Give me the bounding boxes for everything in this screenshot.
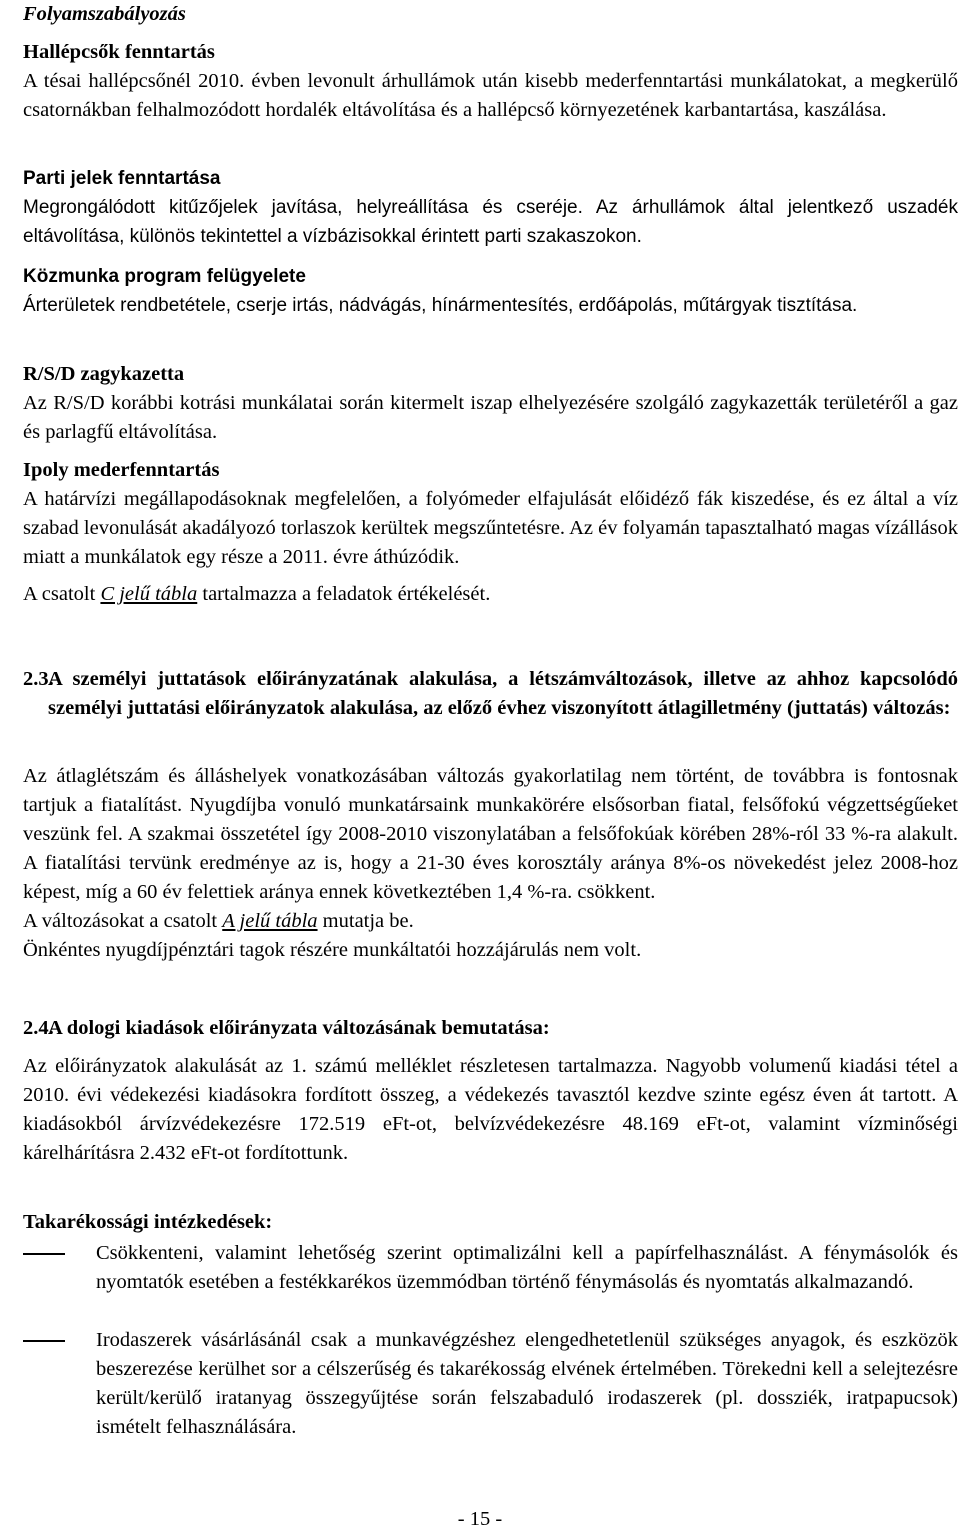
dash-bullet-icon bbox=[23, 1253, 65, 1255]
page-title: Folyamszabályozás bbox=[23, 3, 186, 25]
section-heading: Közmunka program felügyelete bbox=[23, 266, 306, 287]
section-body: Az R/S/D korábbi kotrási munkálatai során kitermelt iszap elhelyezésére szolgáló zagykazetták területéről a gaz és parlagfű eltávolítása. bbox=[23, 392, 958, 443]
dash-bullet-icon bbox=[23, 1340, 65, 1342]
section-note: Önkéntes nyugdíjpénztári tagok részére munkáltatói hozzájárulás nem volt. bbox=[23, 939, 642, 961]
section-body: Az előirányzatok alakulását az 1. számú melléklet részletesen tartalmazza. Nagyobb volumenű kiadási tétel a 2010. évi védekezési kiadásokra fordított összeg, a védekezés tavasztól kezdve szinte egész éven át tartott. A kiadásokból árvízvédekezésre 172.519 eFt-ot, belvízvédekezésre 48.169 eFt-ot, valamint vízminőségi kárelhárításra 2.432 eFt-ot fordítottunk. bbox=[23, 1055, 958, 1164]
section-heading: R/S/D zagykazetta bbox=[23, 363, 185, 385]
section-ipoly bbox=[23, 456, 958, 609]
section-heading: Takarékossági intézkedések: bbox=[23, 1211, 273, 1233]
section-body: A határvízi megállapodásoknak megfelelően, a folyómeder elfajulását előidéző fák kiszedése, és ez által a víz szabad levonulását akadályozó torlaszok kerültek megszűntetésre. Az év folyamán tapasztalható magas vízállások miatt a munkálatok egy része a 2011. évre áthúzódik. bbox=[23, 488, 958, 568]
section-2-4-body bbox=[23, 1052, 958, 1168]
section-body: A tésai hallépcsőnél 2010. évben levonult árhullámok után kisebb mederfenntartási munkálatokat, a megkerülő csatornákban felhalmozódott hordalék eltávolítása és a hallépcső környezetének karbantartása, kaszálása. bbox=[23, 70, 958, 121]
section-number: 2.4. bbox=[23, 1017, 54, 1039]
section-heading: Parti jelek fenntartása bbox=[23, 168, 221, 189]
section-body: Az átlaglétszám és álláshelyek vonatkozásában változás gyakorlatilag nem történt, de továbbra is fontosnak tartjuk a fiatalítást. Nyugdíjba vonuló munkatársaink munkakörére elsősorban fiatal, felsőfokú végzettségűeket veszünk fel. A szakmai összetétel így 2008-2010 viszonylatában a felsőfokúak körében 28%-ról 33 %-ra alakult. A fiatalítási tervünk eredménye az is, hogy a 21-30 éves korosztály aránya 8%-os növekedést jelez 2008-hoz képest, míg a 60 év felettiek aránya ennek következtében 1,4 %-ra. csökkent. bbox=[23, 765, 958, 903]
section-rsd-zagykazetta bbox=[23, 360, 958, 447]
section-reference: A csatolt C jelű tábla tartalmazza a feladatok értékelését. bbox=[23, 583, 491, 605]
section-2-3-body bbox=[23, 762, 958, 965]
savings-section bbox=[23, 1208, 958, 1237]
section-heading: A személyi juttatások előirányzatának alakulása, a létszámváltozások, illetve az ahhoz kapcsolódó személyi juttatási előirányzatok alakulása, az előző évhez viszonyított átlagilletmény (juttatás) változás: bbox=[48, 668, 958, 719]
list-item-text: Csökkenteni, valamint lehetőség szerint optimalizálni kell a papírfelhasználást. A fénymásolók és nyomtatók esetében a festékkarékos üzemmódban történő fénymásolás és nyomtatás alkalmazandó. bbox=[96, 1242, 958, 1293]
section-number: 2.3. bbox=[23, 668, 54, 690]
section-body: Árterületek rendbetétele, cserje irtás, nádvágás, hínármentesítés, erdőápolás, műtárgyak tisztítása. bbox=[23, 295, 858, 316]
section-heading: Ipoly mederfenntartás bbox=[23, 459, 220, 481]
section-body: Megrongálódott kitűzőjelek javítása, helyreállítása és cseréje. Az árhullámok által jelentkező uszadék eltávolítása, különös tekintettel a vízbázisokkal érintett parti szakaszokon. bbox=[23, 197, 958, 247]
section-heading: A dologi kiadások előirányzata változásának bemutatása: bbox=[48, 1017, 550, 1039]
section-parti-jelek bbox=[23, 164, 958, 251]
section-heading: Hallépcsők fenntartás bbox=[23, 41, 215, 63]
section-kozmunka bbox=[23, 262, 958, 320]
table-a-link[interactable]: A jelű tábla bbox=[222, 910, 318, 932]
page-number: - 15 - bbox=[457, 1508, 503, 1530]
table-c-link[interactable]: C jelű tábla bbox=[100, 583, 198, 605]
section-reference: A változásokat a csatolt A jelű tábla mutatja be. bbox=[23, 910, 414, 932]
list-item-text: Irodaszerek vásárlásánál csak a munkavégzéshez elengedhetetlenül szükséges anyagok, és eszközök beszerezése kerülhet sor a célszerűség és takarékosság elvének értelmében. Törekedni kell a selejtezésre került/kerülő iratanyag összegyűjtése során felszabaduló irodaszerek (pl. dossziék, iratpapucsok) ismételt felhasználására. bbox=[96, 1329, 958, 1438]
section-hallepcsok bbox=[23, 38, 958, 125]
